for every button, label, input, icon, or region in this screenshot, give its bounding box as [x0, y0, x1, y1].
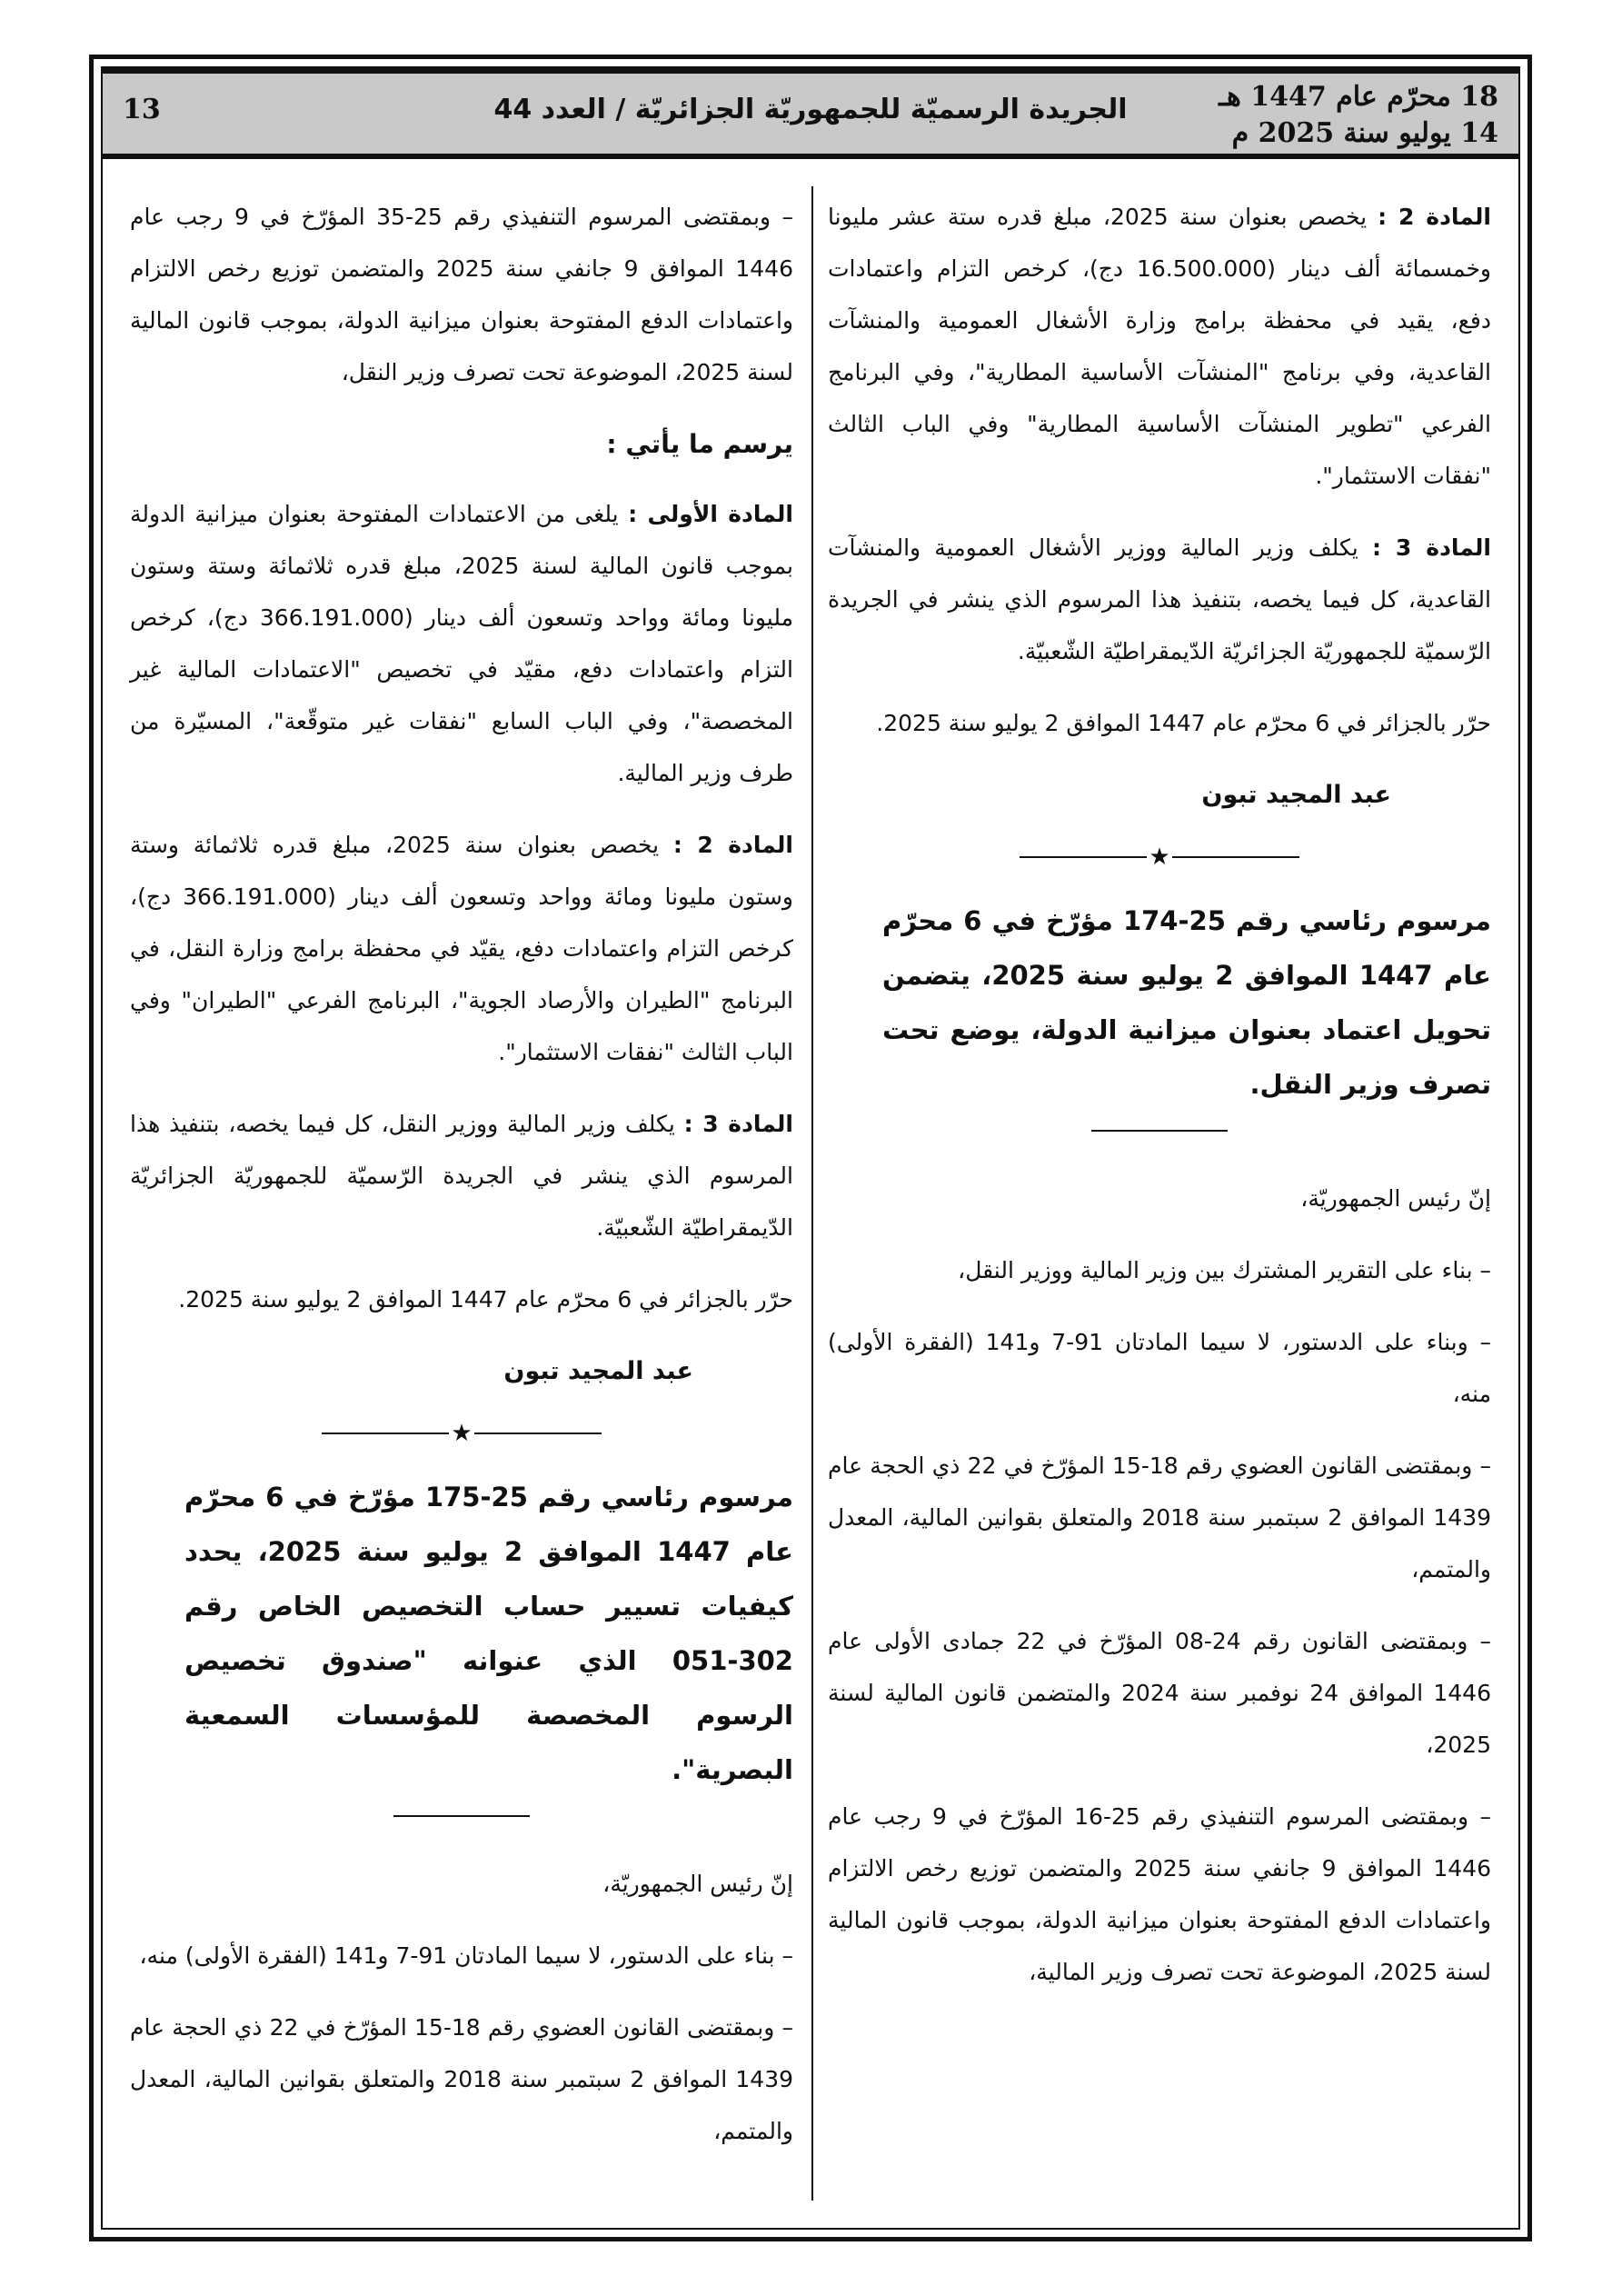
article-label: المادة الأولى :: [628, 501, 793, 527]
article-2: [828, 191, 1491, 502]
article-text: يخصص بعنوان سنة 2025، مبلغ قدره ثلاثمائة وستة وستون مليونا ومائة وواحد وتسعون ألف دينار (366.191.000 دج)، كرخص التزام واعتمادات دفع، يقيّد في محفظة برامج وزارة النقل، في البرنامج "الطيران والأرصاد الجوية"، البرنامج الفرعي "الطيران" وفي الباب الثالث "نفقات الاستثمار".: [130, 832, 794, 1065]
decrees-line: يرسم ما يأتي :: [606, 429, 793, 459]
preamble-item: – وبمقتضى القانون العضوي رقم 18-15 المؤرّخ في 22 ذي الحجة عام 1439 الموافق 2 سبتمبر سنة 2018 والمتعلق بقوانين المالية، المعدل والمتمم،: [828, 1452, 1492, 1582]
date-hijri: 18 محرّم عام 1447 هـ: [1219, 81, 1498, 113]
article-1: [130, 488, 793, 799]
star-divider: [130, 1420, 793, 1447]
article-text: يلغى من الاعتمادات المفتوحة بعنوان ميزانية الدولة بموجب قانون المالية لسنة 2025، مبلغ قدره ثلاثمائة وستة وستون مليونا ومائة وواحد وتسعون ألف دينار (366.191.000 دج)، كرخص التزام واعتمادات دفع، مقيّد في تخصيص "الاعتمادات المالية غير المخصصة"، وفي الباب السابع "نفقات غير متوقّعة"، المسيّرة من طرف وزير المالية.: [130, 501, 793, 786]
preamble-item: – وبمقتضى المرسوم التنفيذي رقم 25-16 المؤرّخ في 9 رجب عام 1446 الموافق 9 جانفي سنة 2025 والمتضمن توزيع رخص الالتزام واعتمادات الدفع المفتوحة بعنوان ميزانية الدولة، بموجب قانون المالية لسنة 2025، الموضوعة تحت تصرف وزير المالية،: [828, 1803, 1491, 1985]
right-column: [828, 191, 1491, 2018]
preamble-item: – وبناء على الدستور، لا سيما المادتان 91-7 و141 (الفقرة الأولى) منه،: [828, 1329, 1491, 1407]
star-icon: ★: [1149, 844, 1170, 871]
preamble-item: – وبمقتضى القانون العضوي رقم 18-15 المؤرّخ في 22 ذي الحجة عام 1439 الموافق 2 سبتمبر سنة 2018 والمتعلق بقوانين المالية، المعدل والمتمم،: [130, 2014, 794, 2144]
preamble-item: – بناء على التقرير المشترك بين وزير المالية ووزير النقل،: [958, 1257, 1491, 1283]
signature: عبد المجيد تبون: [503, 1357, 693, 1385]
left-column: [130, 191, 793, 2177]
article-3: [130, 1098, 793, 1253]
journal-header: [103, 68, 1518, 159]
column-divider: [811, 186, 813, 2201]
article-text: يخصص بعنوان سنة 2025، مبلغ قدره ستة عشر مليونا وخمسمائة ألف دينار (16.500.000 دج)، كرخص التزام واعتمادات دفع، يقيد في محفظة برامج وزارة الأشغال العمومية والمنشآت القاعدية، وفي برنامج "المنشآت الأساسية المطارية"، وفي البرنامج الفرعي "تطوير المنشآت الأساسية المطارية" وفي الباب الثالث "نفقات الاستثمار".: [828, 204, 1491, 489]
preamble-item: – وبمقتضى المرسوم التنفيذي رقم 25-35 المؤرّخ في 9 رجب عام 1446 الموافق 9 جانفي سنة 2025 والمتضمن توزيع رخص الالتزام واعتمادات الدفع المفتوحة بعنوان ميزانية الدولة، بموجب قانون المالية لسنة 2025، الموضوعة تحت تصرف وزير النقل،: [130, 204, 793, 385]
article-label: المادة 3 :: [683, 1111, 794, 1137]
article-3: [828, 522, 1491, 677]
preamble-item: إنّ رئيس الجمهوريّة،: [1300, 1185, 1491, 1212]
preamble-item: – بناء على الدستور، لا سيما المادتان 91-7 و141 (الفقرة الأولى) منه،: [139, 1942, 793, 1969]
page-inner-frame: [101, 66, 1520, 2230]
article-label: المادة 2 :: [672, 832, 793, 858]
preamble-item: – وبمقتضى القانون رقم 24-08 المؤرّخ في 22 جمادى الأولى عام 1446 الموافق 24 نوفمبر سنة 2024 والمتضمن قانون المالية لسنة 2025،: [828, 1628, 1491, 1758]
short-rule: [393, 1815, 530, 1817]
page-number: 13: [123, 94, 161, 125]
article-label: المادة 2 :: [1378, 204, 1491, 230]
article-2: [130, 819, 793, 1078]
preamble-item: إنّ رئيس الجمهوريّة،: [602, 1871, 793, 1897]
star-icon: ★: [451, 1420, 473, 1447]
star-divider: [828, 844, 1491, 871]
date-gregorian: 14 يوليو سنة 2025 م: [1231, 117, 1498, 149]
article-text: يكلف وزير المالية ووزير النقل، كل فيما يخصه، بتنفيذ هذا المرسوم الذي ينشر في الجريدة الرّسميّة للجمهوريّة الجزائريّة الدّيمقراطيّة الشّعبيّة.: [130, 1111, 793, 1241]
decree-heading: مرسوم رئاسي رقم 25-174 مؤرّخ في 6 محرّم عام 1447 الموافق 2 يوليو سنة 2025، يتضمن تحويل اعتماد بعنوان ميزانية الدولة، يوضع تحت تصرف وزير النقل.: [882, 905, 1492, 1100]
short-rule: [1091, 1130, 1228, 1132]
article-label: المادة 3 :: [1371, 534, 1491, 561]
journal-title: الجريدة الرسميّة للجمهوريّة الجزائريّة / العدد 44: [493, 94, 1128, 125]
signed-at: حرّر بالجزائر في 6 محرّم عام 1447 الموافق 2 يوليو سنة 2025.: [876, 710, 1491, 736]
decree-heading: مرسوم رئاسي رقم 25-175 مؤرّخ في 6 محرّم عام 1447 الموافق 2 يوليو سنة 2025، يحدد كيفيات تسيير حساب التخصيص الخاص رقم 302-051 الذي عنوانه "صندوق تخصيص الرسوم المخصصة للمؤسسات السمعية البصرية".: [184, 1482, 794, 1785]
signed-at: حرّر بالجزائر في 6 محرّم عام 1447 الموافق 2 يوليو سنة 2025.: [178, 1286, 793, 1313]
article-text: يكلف وزير المالية ووزير الأشغال العمومية والمنشآت القاعدية، كل فيما يخصه، بتنفيذ هذا المرسوم الذي ينشر في الجريدة الرّسميّة للجمهوريّة الجزائريّة الدّيمقراطيّة الشّعبيّة.: [828, 534, 1491, 664]
page-frame: [89, 55, 1532, 2241]
signature: عبد المجيد تبون: [1201, 781, 1391, 809]
